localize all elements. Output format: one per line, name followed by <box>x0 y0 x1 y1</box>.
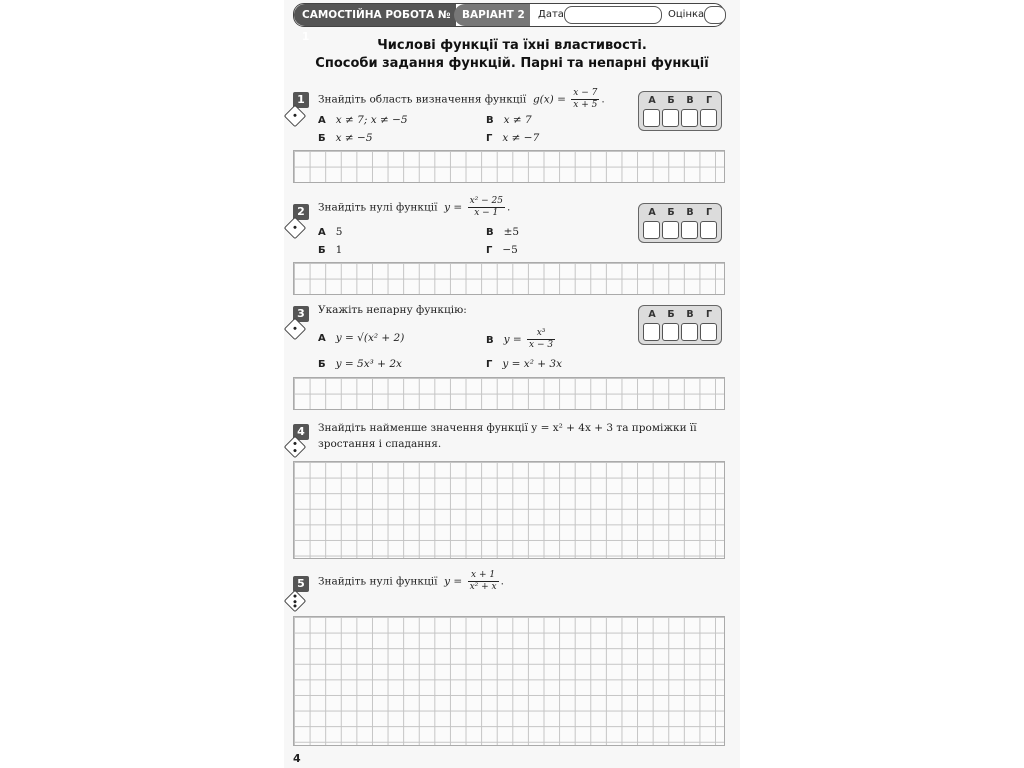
option-letter: А <box>318 115 326 126</box>
answer-box-task-3 <box>638 305 722 345</box>
answer-cell[interactable] <box>700 221 717 239</box>
task-1-option-a <box>318 114 408 126</box>
answer-cell[interactable] <box>681 109 698 127</box>
answer-cell[interactable] <box>643 323 660 341</box>
task-1-option-b <box>318 132 373 144</box>
answer-letter: В <box>686 207 694 218</box>
option-value: y = 5x³ + 2x <box>335 358 402 370</box>
task-3-option-a <box>318 332 404 344</box>
task-number-5: 5 <box>293 576 309 592</box>
frac-num: x − 7 <box>573 88 598 98</box>
task-1-text: Знайдіть область визначення функції <box>318 93 527 106</box>
option-value: x ≠ −5 <box>335 132 373 144</box>
task-3-text: Укажіть непарну функцію: <box>318 304 467 316</box>
option-value: x ≠ 7 <box>503 114 532 126</box>
task-number-3: 3 <box>293 306 309 322</box>
frac-num: x + 1 <box>468 570 499 582</box>
task-3-option-c <box>486 328 557 351</box>
date-field[interactable] <box>564 6 662 24</box>
option-letter: Б <box>318 245 326 256</box>
task-2-option-a <box>318 226 342 238</box>
option-value: 5 <box>335 226 343 238</box>
date-label: Дата <box>538 9 564 20</box>
option-letter: Б <box>318 133 326 144</box>
work-grid-task-4[interactable] <box>293 461 725 559</box>
answer-cell[interactable] <box>662 221 679 239</box>
task-3-fraction <box>527 328 555 351</box>
answer-letter: Б <box>667 309 675 320</box>
option-value: ±5 <box>503 226 520 238</box>
task-number-2: 2 <box>293 204 309 220</box>
task-5-fraction <box>468 570 499 593</box>
answer-cell[interactable] <box>662 323 679 341</box>
task-1-formula-lhs: g(x) = <box>532 93 566 106</box>
answer-cell[interactable] <box>643 109 660 127</box>
task-4-text-line2: зростання і спадання. <box>318 438 442 450</box>
frac-den: x² + x <box>469 582 497 592</box>
task-5-formula-lhs: y = <box>444 575 463 588</box>
answer-letter: В <box>686 95 694 106</box>
answer-letter: А <box>648 207 656 218</box>
answer-letter: Г <box>705 309 713 320</box>
answer-cell[interactable] <box>700 323 717 341</box>
option-letter: В <box>486 334 494 346</box>
task-2-fraction <box>468 196 505 219</box>
frac-den: x − 3 <box>529 340 554 350</box>
option-letter: Г <box>486 245 493 256</box>
task-2-option-c <box>486 226 519 238</box>
work-grid-task-5[interactable] <box>293 616 725 746</box>
difficulty-dice-icon <box>284 105 307 128</box>
option-value: y = x² + 3x <box>502 358 562 370</box>
option-letter: Г <box>486 359 493 370</box>
answer-letter: Б <box>667 207 675 218</box>
difficulty-dice-icon <box>284 217 307 240</box>
task-2-question: Знайдіть нулі функції y = $\frac{\text{x² − 25}}{x - 1}$ . <box>318 196 511 218</box>
option-letter: Г <box>486 133 493 144</box>
answer-letter: В <box>686 309 694 320</box>
option-lhs: y = <box>503 333 522 346</box>
option-letter: В <box>486 227 494 238</box>
frac-num: x² − 25 <box>469 196 503 206</box>
answer-cell[interactable] <box>681 221 698 239</box>
work-grid-task-3[interactable] <box>293 377 725 410</box>
task-2-option-d <box>486 244 518 256</box>
answer-box-task-2 <box>638 203 722 243</box>
page-title-line2: Способи задання функцій. Парні та непарні функції <box>315 56 709 71</box>
frac-num: x³ <box>527 328 555 340</box>
work-grid-task-2[interactable] <box>293 262 725 295</box>
task-3-option-d <box>486 358 562 370</box>
task-1-fraction <box>571 88 599 111</box>
option-value: 1 <box>335 244 343 256</box>
answer-cell[interactable] <box>662 109 679 127</box>
option-letter: В <box>486 115 494 126</box>
answer-letter: Г <box>705 95 713 106</box>
task-1-option-d <box>486 132 539 144</box>
frac-den: x + 5 <box>573 100 598 110</box>
option-letter: Б <box>318 359 326 370</box>
answer-box-task-1 <box>638 91 722 131</box>
task-5-question: Знайдіть нулі функції y = $\frac{x + 1}{\text{x² + x}}$ . <box>318 570 504 592</box>
answer-letter: А <box>648 95 656 106</box>
task-1-option-c <box>486 114 532 126</box>
answer-letter: Б <box>667 95 675 106</box>
work-title: САМОСТІЙНА РОБОТА № 1 <box>294 4 456 26</box>
option-value: y = √(x² + 2) <box>335 332 405 344</box>
answer-cell[interactable] <box>700 109 717 127</box>
option-value: x ≠ −7 <box>502 132 540 144</box>
variant-label: ВАРІАНТ 2 <box>454 4 530 26</box>
answer-letter: Г <box>705 207 713 218</box>
task-2-formula-lhs: y = <box>444 201 463 214</box>
option-value: −5 <box>502 244 518 256</box>
task-1-question: Знайдіть область визначення функції g(x) = $\frac{x - 7}{x + 5}$ . <box>318 88 605 110</box>
option-letter: А <box>318 333 326 344</box>
option-value: x ≠ 7; x ≠ −5 <box>335 114 408 126</box>
answer-cell[interactable] <box>681 323 698 341</box>
worksheet-page <box>284 0 740 768</box>
task-5-text: Знайдіть нулі функції <box>318 575 438 588</box>
answer-cell[interactable] <box>643 221 660 239</box>
grade-label: Оцінка <box>668 9 705 20</box>
grade-field[interactable] <box>704 6 726 24</box>
page-number: 4 <box>293 752 301 765</box>
task-number-4: 4 <box>293 424 309 440</box>
answer-letter: А <box>648 309 656 320</box>
frac-den: x − 1 <box>474 208 499 218</box>
task-2-option-b <box>318 244 342 256</box>
work-grid-task-1[interactable] <box>293 150 725 183</box>
task-4-text: Знайдіть найменше значення функції y = x² + 4x + 3 та проміжки її <box>318 422 697 434</box>
task-3-option-b <box>318 358 402 370</box>
header-bar <box>293 3 725 43</box>
task-number-1: 1 <box>293 92 309 108</box>
task-2-text: Знайдіть нулі функції <box>318 201 438 214</box>
difficulty-dice-icon <box>284 590 307 613</box>
page-title-line1: Числові функції та їхні властивості. <box>377 38 647 53</box>
option-letter: А <box>318 227 326 238</box>
